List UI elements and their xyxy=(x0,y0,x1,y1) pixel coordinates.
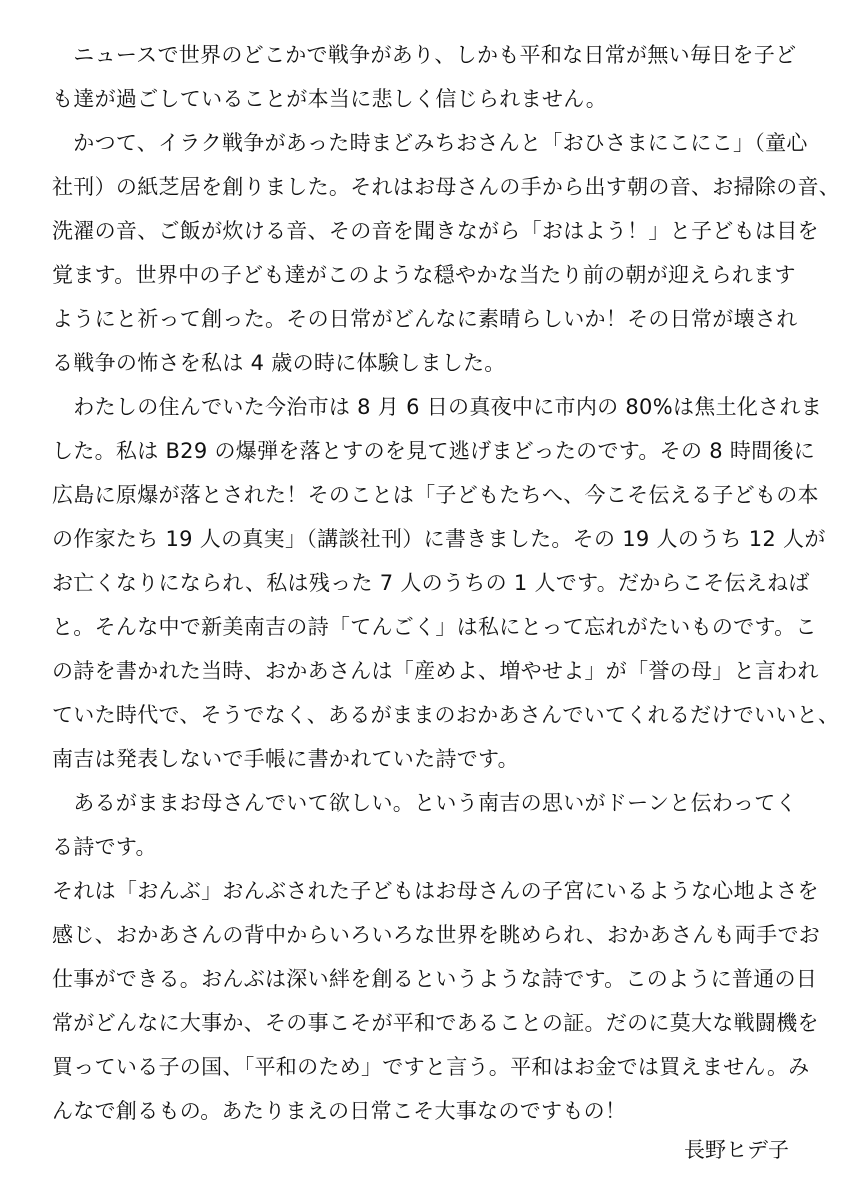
text-line: んなで創るもの。あたりまえの日常こそ大事なのですもの！ xyxy=(52,1099,627,1123)
text-line: と。そんな中で新美南吉の詩「てんごく」は私にとって忘れがたいものです。こ xyxy=(52,615,817,639)
text-line: る戦争の怖さを私は 4 歳の時に体験しました。 xyxy=(52,351,506,375)
text-line: 覚ます。世界中の子ども達がこのような穏やかな当たり前の朝が迎えられます xyxy=(52,263,796,287)
text-line: ていた時代で、そうでなく、あるがままのおかあさんでいてくれるだけでいいと、 xyxy=(52,703,840,727)
text-line: 洗濯の音、ご飯が炊ける音、その音を聞きながら「おはよう！」と子どもは目を xyxy=(52,219,819,243)
text-line: 買っている子の国、「平和のため」ですと言う。平和はお金では買えません。み xyxy=(52,1055,810,1079)
text-line: かつて、イラク戦争があった時まどみちおさんと「おひさまにこにこ」（童心 xyxy=(52,131,808,155)
text-line: それは「おんぶ」おんぶされた子どもはお母さんの子宮にいるような心地よさを xyxy=(52,879,819,903)
text-line: る詩です。 xyxy=(52,835,157,859)
text-line: 仕事ができる。おんぶは深い絆を創るというような詩です。このように普通の日 xyxy=(52,967,818,991)
text-line: の詩を書かれた当時、おかあさんは「産めよ、増やせよ」が「誉の母」と言われ xyxy=(52,659,819,683)
text-line: ようにと祈って創った。その日常がどんなに素晴らしいか！その日常が壊され xyxy=(52,307,798,331)
text-line: 社刊）の紙芝居を創りました。それはお母さんの手から出す朝の音、お掃除の音、 xyxy=(52,175,841,199)
text-line: お亡くなりになられ、私は残った 7 人のうちの 1 人です。だからこそ伝えねば xyxy=(52,571,810,595)
text-line: 広島に原爆が落とされた！そのことは「子どもたちへ、今こそ伝える子どもの本 xyxy=(52,483,819,507)
text-line: も達が過ごしていることが本当に悲しく信じられません。 xyxy=(52,87,608,111)
text-line: 南吉は発表しないで手帳に書かれていた詩です。 xyxy=(52,747,519,771)
essay-body xyxy=(52,33,841,1133)
text-line: の作家たち 19 人の真実」（講談社刊）に書きました。その 19 人のうち 12 人が xyxy=(52,527,826,551)
text-line: した。私は B29 の爆弾を落とすのを見て逃げまどったのです。その 8 時間後に xyxy=(52,439,816,463)
author-signature: 長野ヒデ子 xyxy=(684,1138,789,1162)
text-line: ニュースで世界のどこかで戦争があり、しかも平和な日常が無い毎日を子ど xyxy=(52,43,797,67)
text-line: わたしの住んでいた今治市は 8 月 6 日の真夜中に市内の 80%は焦土化されま xyxy=(52,395,823,419)
text-line: 感じ、おかあさんの背中からいろいろな世界を眺められ、おかあさんも両手でお xyxy=(52,923,821,947)
text-line: 常がどんなに大事か、その事こそが平和であることの証。だのに莫大な戦闘機を xyxy=(52,1011,819,1035)
text-line: あるがままお母さんでいて欲しい。という南吉の思いがドーンと伝わってく xyxy=(52,791,797,815)
